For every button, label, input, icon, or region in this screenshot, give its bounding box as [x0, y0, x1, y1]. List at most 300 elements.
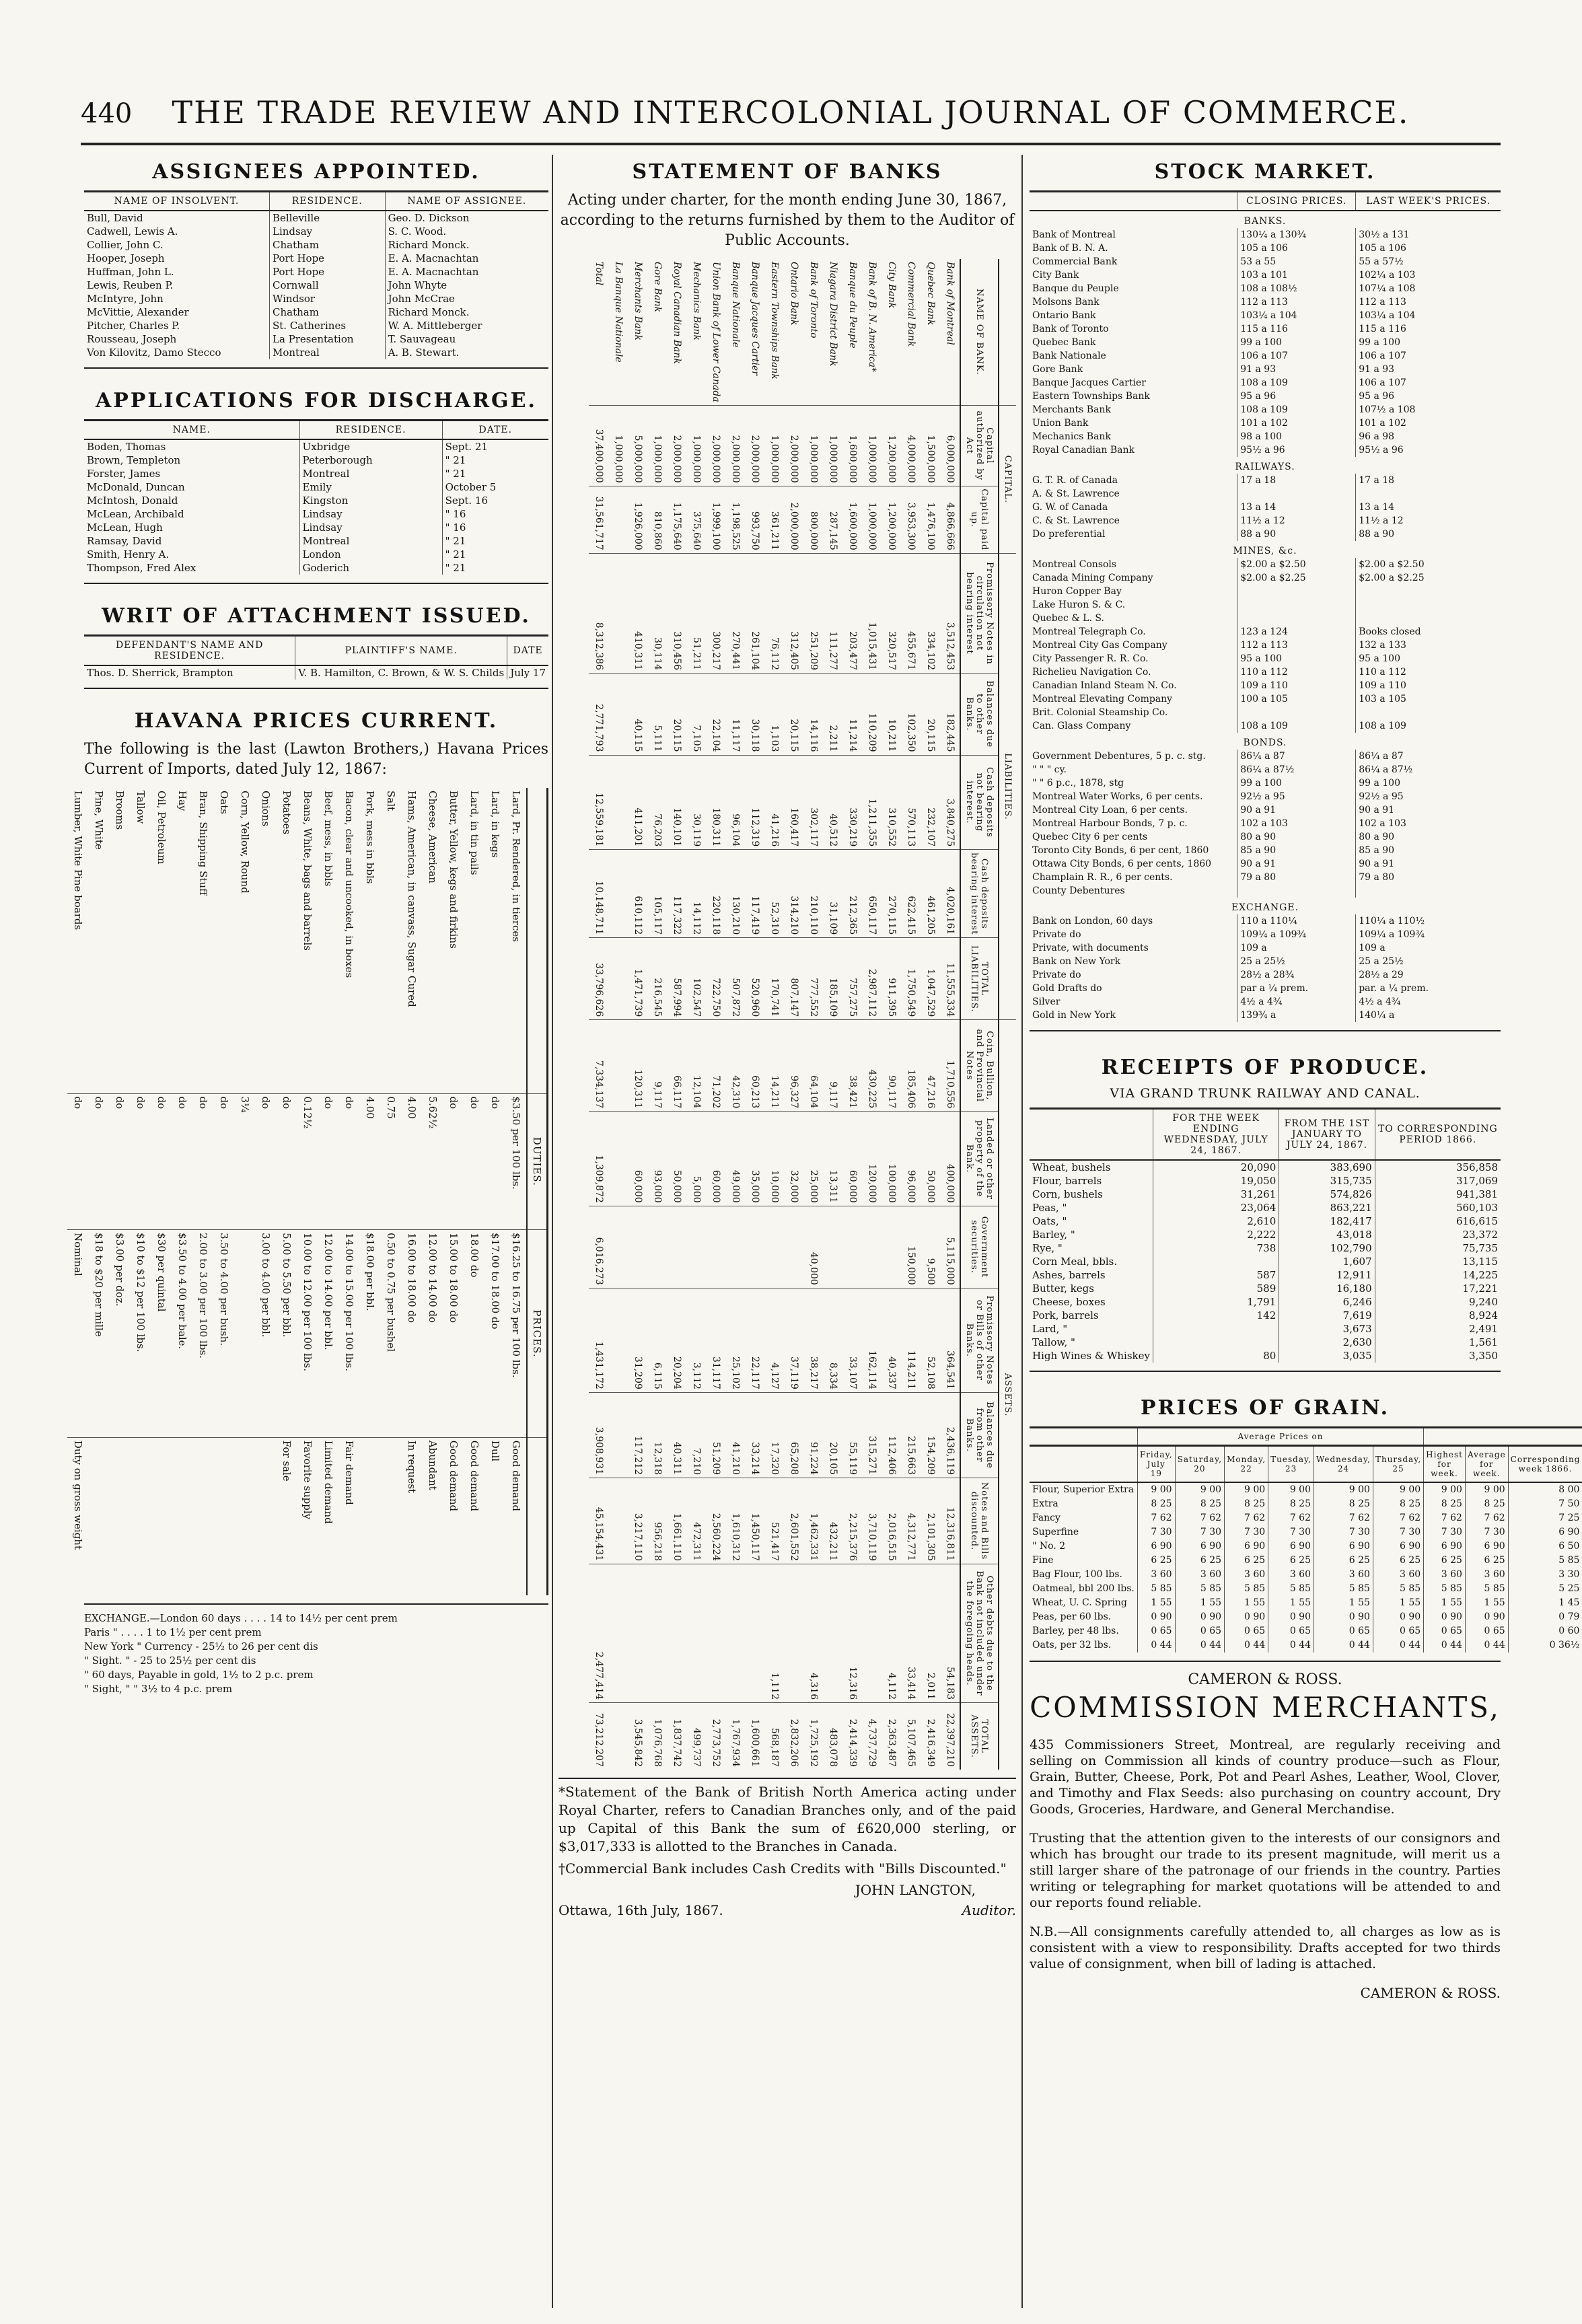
havana-frame	[72, 788, 548, 1595]
ad-firm: CAMERON & ROSS.	[1188, 1671, 1342, 1688]
table-cell: $16.25 to 16.75 per 100 lbs.	[505, 1230, 527, 1438]
table-cell	[725, 1564, 745, 1703]
table-cell: 383,690	[1279, 1160, 1375, 1174]
category-row	[1030, 541, 1501, 558]
table-cell: 33,107	[842, 1288, 862, 1392]
table-cell: 7 62	[1424, 1511, 1466, 1525]
table-cell: 25,000	[803, 1112, 823, 1206]
table-cell: Richard Monck.	[385, 238, 548, 252]
category-row	[1030, 211, 1501, 228]
row-label: Huffman, John L.	[87, 266, 174, 278]
table-cell: 3¼	[234, 1093, 255, 1230]
table-cell: 6 25	[1424, 1554, 1466, 1568]
group-capital: CAPITAL.	[999, 405, 1016, 553]
table-cell: do	[318, 1093, 338, 1230]
table-cell: 51,211	[686, 553, 706, 673]
table-row	[84, 319, 548, 332]
table-cell: 2,016,515	[882, 1478, 901, 1564]
table-cell: 86¼ a 87	[1356, 750, 1501, 763]
table-cell: 2,601,552	[784, 1478, 803, 1564]
table-row	[725, 259, 745, 1770]
divider	[1030, 1371, 1501, 1372]
divider	[84, 367, 548, 369]
table-cell: 574,826	[1279, 1188, 1375, 1201]
table-cell: 1 55	[1373, 1596, 1423, 1610]
table-row	[422, 788, 443, 1595]
auditor-role: Auditor.	[962, 1902, 1016, 1918]
table-cell: 6,115	[647, 1288, 667, 1392]
column-header: Other debts due to the Bank not included under the foregoing heads.	[960, 1564, 999, 1703]
exchange-line: New York " Currency - 25½ to 26 per cent dis	[84, 1640, 318, 1653]
table-cell: 1 55	[1137, 1596, 1175, 1610]
table-cell: 587	[1153, 1268, 1279, 1282]
table-cell: 102 a 103	[1356, 817, 1501, 830]
table-cell	[1356, 612, 1501, 625]
table-cell: 9 00	[1225, 1482, 1268, 1497]
table-cell: 20,204	[667, 1288, 686, 1392]
table-cell: do	[213, 1093, 234, 1230]
table-cell: 37,400,000	[589, 405, 608, 486]
row-label: Banque Jacques Cartier	[750, 262, 760, 375]
table-row	[484, 788, 505, 1595]
row-label: Quebec City 6 per cents	[1032, 832, 1148, 842]
column-header	[1030, 1446, 1137, 1483]
table-cell: 2.00 to 3.00 per 100 lbs.	[192, 1230, 213, 1438]
column-header: TO CORRESPONDING PERIOD 1866.	[1375, 1109, 1501, 1161]
table-row	[1030, 1582, 1582, 1596]
table-cell	[1356, 585, 1501, 598]
table-cell: 17 a 18	[1237, 474, 1356, 487]
table-cell: 17,221	[1375, 1282, 1501, 1295]
table-cell: 13,115	[1375, 1255, 1501, 1268]
table-cell: 9,117	[823, 1020, 842, 1112]
table-cell: 45,154,431	[589, 1478, 608, 1564]
table-row	[1030, 501, 1501, 514]
table-cell: 483,078	[823, 1703, 842, 1770]
table-cell: 6 25	[1225, 1554, 1268, 1568]
table-cell: 315,735	[1279, 1174, 1375, 1188]
table-row	[1030, 1322, 1501, 1336]
table-row	[1030, 363, 1501, 376]
table-cell: 7 30	[1465, 1525, 1508, 1539]
row-label: Flour, Superior Extra	[1032, 1484, 1135, 1495]
table-cell: 112 a 113	[1356, 295, 1501, 309]
column-header: DATE.	[442, 421, 548, 440]
havana-table	[67, 788, 548, 1595]
stock-title: STOCK MARKET.	[1154, 160, 1376, 184]
table-cell: 99 a 100	[1237, 776, 1356, 790]
row-label: Hams, American, in canvass, Sugar Cured	[406, 791, 418, 1007]
row-label: Private do	[1032, 929, 1081, 940]
table-cell: 0 90	[1225, 1610, 1268, 1624]
table-cell: 108 a 109	[1237, 403, 1356, 416]
table-cell: 150,000	[901, 1206, 921, 1288]
row-label: Fancy	[1032, 1513, 1060, 1523]
column-header: NAME OF ASSIGNEE.	[385, 192, 548, 211]
table-cell: 5,111	[647, 674, 667, 755]
table-cell: 810,860	[647, 486, 667, 553]
table-cell: 6,246	[1279, 1295, 1375, 1309]
table-cell: 6 90	[1268, 1539, 1314, 1554]
table-row	[84, 332, 548, 346]
row-label: Mechanics Bank	[691, 262, 702, 340]
table-cell: 0 65	[1268, 1624, 1314, 1638]
table-cell: 10,148,711	[589, 850, 608, 938]
row-label: Cheese, American	[427, 791, 439, 883]
table-cell: 96,327	[784, 1020, 803, 1112]
grain-subheader-row	[1030, 1428, 1582, 1446]
row-label: Bank of Toronto	[1032, 324, 1109, 334]
table-cell: " 21	[442, 453, 548, 467]
table-cell: do	[151, 1093, 172, 1230]
table-cell: 5 85	[1373, 1582, 1423, 1596]
column-header: Average for week.	[1465, 1446, 1508, 1483]
table-cell: 110 a 110¼	[1237, 914, 1356, 928]
table-body	[1030, 211, 1501, 1022]
table-cell: 8,924	[1375, 1309, 1501, 1322]
table-cell: 6 90	[1373, 1539, 1423, 1554]
table-cell: 7 30	[1137, 1525, 1175, 1539]
table-cell: 2,101,305	[921, 1478, 940, 1564]
table-cell: 1,661,110	[667, 1478, 686, 1564]
table-cell: 993,750	[745, 486, 764, 553]
row-label: Corn, Yellow, Round	[239, 791, 251, 894]
table-cell: 455,671	[901, 553, 921, 673]
table-cell: 270,115	[882, 850, 901, 938]
table-cell	[172, 1437, 192, 1595]
table-cell	[1237, 487, 1356, 501]
ad-body: Trusting that the attention given to the interests of our consignors and which has brought our trade to its present magnitude, will merit us a still larger share of the patronage of our friends in the country. Parties writing or telegraphing for market quotations will be attended to and our reports found reliable.	[1030, 1831, 1501, 1910]
banks-frame	[559, 259, 1016, 1770]
table-cell: 9 00	[1465, 1482, 1508, 1497]
column-header	[1030, 1109, 1153, 1161]
writ-table	[84, 634, 548, 680]
table-row	[1030, 871, 1501, 884]
table-row	[589, 259, 608, 1770]
table-cell: 3.50 to 4.00 per bush.	[213, 1230, 234, 1438]
category-row	[1030, 898, 1501, 914]
table-cell: 7,105	[686, 674, 706, 755]
table-cell: 12.00 to 14.00 do	[422, 1230, 443, 1438]
table-cell: 1,015,431	[862, 553, 882, 673]
table-cell	[1237, 585, 1356, 598]
table-cell: 73,212,207	[589, 1703, 608, 1770]
row-label: Bran, Shipping Stuff	[197, 791, 209, 896]
table-cell: 103¼ a 104	[1356, 309, 1501, 322]
table-cell: 3,217,110	[628, 1478, 647, 1564]
table-row	[359, 788, 380, 1595]
column-header: Balances due from other Banks.	[960, 1392, 999, 1478]
table-cell: 112 a 113	[1237, 295, 1356, 309]
table-cell	[706, 1206, 725, 1288]
table-cell: 33,796,626	[589, 938, 608, 1020]
table-cell: 4½ a 4¾	[1237, 995, 1356, 1009]
table-cell	[1237, 884, 1356, 898]
table-cell: 7 62	[1314, 1511, 1373, 1525]
table-cell: 86¼ a 87	[1237, 750, 1356, 763]
table-cell: 112,406	[882, 1392, 901, 1478]
row-label: Salt	[385, 791, 397, 811]
row-label: Merchants Bank	[633, 262, 643, 340]
table-cell: 11,555,334	[940, 938, 960, 1020]
table-cell	[764, 1206, 784, 1288]
table-cell: Belleville	[269, 211, 385, 225]
table-cell	[151, 1437, 172, 1595]
table-row	[1030, 228, 1501, 242]
table-cell: 7 30	[1268, 1525, 1314, 1539]
table-cell: 14,211	[764, 1020, 784, 1112]
table-cell: 300,217	[706, 553, 725, 673]
table-cell: 9,240	[1375, 1295, 1501, 1309]
table-cell: 1,000,000	[647, 405, 667, 486]
column-divider	[1021, 155, 1023, 2308]
table-cell: 0 90	[1268, 1610, 1314, 1624]
table-cell: 170,741	[764, 938, 784, 1020]
table-cell: 0.12½	[297, 1093, 318, 1230]
table-cell	[130, 1437, 151, 1595]
table-cell: 520,960	[745, 938, 764, 1020]
table-cell: Cornwall	[269, 279, 385, 292]
table-cell: 31,261	[1153, 1188, 1279, 1201]
table-row	[1030, 1624, 1582, 1638]
divider	[84, 1603, 548, 1605]
table-cell: 17,320	[764, 1392, 784, 1478]
table-row	[318, 788, 338, 1595]
table-cell: 2,000,000	[745, 405, 764, 486]
table-cell: 3,512,453	[940, 553, 960, 673]
table-cell: 95½ a 96	[1356, 443, 1501, 457]
table-cell: 3,035	[1279, 1349, 1375, 1363]
row-label: Wheat, bushels	[1032, 1161, 1111, 1173]
table-cell: do	[443, 1093, 464, 1230]
table-cell: 215,663	[901, 1392, 921, 1478]
table-cell: 6 25	[1314, 1554, 1373, 1568]
table-cell: 96,000	[901, 1112, 921, 1206]
table-cell: $3.00 per doz.	[109, 1230, 130, 1438]
table-cell: 66,117	[667, 1020, 686, 1112]
table-cell: Kingston	[299, 494, 442, 507]
column-header: Thursday, 25	[1373, 1446, 1423, 1483]
row-label: Corn, bushels	[1032, 1188, 1103, 1200]
table-cell	[608, 553, 628, 673]
table-cell: 80	[1153, 1349, 1279, 1363]
havana-title: HAVANA PRICES CURRENT.	[134, 709, 499, 733]
table-cell: 40,000	[803, 1206, 823, 1288]
row-label: Rye, "	[1032, 1242, 1063, 1254]
table-cell: 220,118	[706, 850, 725, 938]
column-header: DATE	[507, 636, 548, 666]
column-header: Saturday, 20	[1175, 1446, 1225, 1483]
row-label: Canadian Inland Steam N. Co.	[1032, 680, 1177, 691]
banks-note: †Commercial Bank includes Cash Credits with "Bills Discounted."	[559, 1860, 1007, 1877]
table-row	[234, 788, 255, 1595]
table-body	[67, 788, 527, 1595]
table-row	[647, 259, 667, 1770]
table-cell: 0 90	[1465, 1610, 1508, 1624]
table-cell: 2,414,339	[842, 1703, 862, 1770]
table-cell: 0 36½	[1508, 1638, 1582, 1653]
receipts-subtitle: VIA GRAND TRUNK RAILWAY AND CANAL.	[1110, 1086, 1421, 1101]
table-cell: 90 a 91	[1356, 857, 1501, 871]
table-cell: 6,000,000	[940, 405, 960, 486]
table-cell: 0 44	[1465, 1638, 1508, 1653]
table-cell: 60,213	[745, 1020, 764, 1112]
table-row	[1030, 1511, 1582, 1525]
table-cell: 3 60	[1225, 1568, 1268, 1582]
table-row	[1030, 817, 1501, 830]
table-cell: 1,607	[1279, 1255, 1375, 1268]
column-header: Wednesday, 24	[1314, 1446, 1373, 1483]
column-header: Corresponding week 1866.	[1508, 1446, 1582, 1483]
table-cell: 110 a 112	[1237, 665, 1356, 679]
table-cell: 50,000	[921, 1112, 940, 1206]
divider	[84, 583, 548, 584]
table-cell: 102 a 103	[1237, 817, 1356, 830]
row-label: Champlain R. R., 6 per cents.	[1032, 872, 1173, 883]
table-row	[686, 259, 706, 1770]
table-cell: 160,417	[784, 755, 803, 850]
table-cell: 109 a 110	[1356, 679, 1501, 692]
table-cell: 6 25	[1373, 1554, 1423, 1568]
table-cell: 35,000	[745, 1112, 764, 1206]
table-cell: Good demand	[464, 1437, 484, 1595]
table-cell: 20,115	[921, 674, 940, 755]
table-row	[1030, 941, 1501, 955]
table-cell: Lindsay	[299, 521, 442, 534]
table-cell: 4.00	[359, 1093, 380, 1230]
table-row	[1030, 1596, 1582, 1610]
table-cell: $2.00 a $2.50	[1237, 558, 1356, 571]
table-row	[803, 259, 823, 1770]
table-cell: 41,210	[725, 1392, 745, 1478]
table-cell: 1,000,000	[686, 405, 706, 486]
table-header	[84, 636, 548, 666]
table-cell: 1,211,355	[862, 755, 882, 850]
row-label: " No. 2	[1032, 1541, 1066, 1552]
table-cell	[608, 1564, 628, 1703]
table-cell: 1,610,312	[725, 1478, 745, 1564]
table-cell: 30,118	[745, 674, 764, 755]
table-cell: 23,372	[1375, 1228, 1501, 1241]
table-cell	[192, 1437, 213, 1595]
table-body	[84, 211, 548, 359]
table-body	[84, 439, 548, 575]
table-cell: 1,471,739	[628, 938, 647, 1020]
table-cell: 330,219	[842, 755, 862, 850]
table-row	[1030, 1568, 1582, 1582]
column-header: NAME OF INSOLVENT.	[84, 192, 269, 211]
table-cell: 60,000	[842, 1112, 862, 1206]
table-cell: 432,211	[823, 1478, 842, 1564]
table-cell: 55 a 57½	[1356, 255, 1501, 268]
group-header	[999, 259, 1016, 1770]
table-cell: $3.50 per 100 lbs.	[505, 1093, 527, 1230]
table-cell: A. B. Stewart.	[385, 346, 548, 359]
table-cell: 14,116	[803, 674, 823, 755]
table-cell	[608, 1703, 628, 1770]
table-cell: Lindsay	[269, 225, 385, 238]
table-cell: 93,000	[647, 1112, 667, 1206]
row-label: Royal Canadian Bank	[672, 262, 682, 364]
table-cell: 100 a 105	[1237, 692, 1356, 706]
table-row	[940, 259, 960, 1770]
row-label: McIntyre, John	[87, 293, 164, 305]
row-label: Tallow, "	[1032, 1336, 1075, 1348]
table-cell: 1,000,000	[764, 405, 784, 486]
table-row	[1030, 914, 1501, 928]
exchange-line: " 60 days, Payable in gold, 1½ to 2 p.c. prem	[84, 1669, 314, 1681]
table-cell: 90 a 91	[1356, 803, 1501, 817]
table-cell: 3 60	[1175, 1568, 1225, 1582]
row-label: Thos. D. Sherrick, Brampton	[87, 667, 233, 679]
table-cell: 1,725,192	[803, 1703, 823, 1770]
table-cell: 1 55	[1225, 1596, 1268, 1610]
column-header: FROM THE 1ST JANUARY TO JULY 24, 1867.	[1279, 1109, 1375, 1161]
table-cell: 8 25	[1268, 1497, 1314, 1511]
table-row	[84, 561, 548, 575]
table-cell: 103 a 105	[1356, 692, 1501, 706]
table-cell: T. Sauvageau	[385, 332, 548, 346]
table-row	[628, 259, 647, 1770]
table-cell: 1,103	[764, 674, 784, 755]
category-label: MINES, &c.	[1233, 546, 1297, 556]
table-cell: 6 25	[1175, 1554, 1225, 1568]
table-cell: 140¼ a	[1356, 1009, 1501, 1022]
table-cell: 0 44	[1373, 1638, 1423, 1653]
table-cell: 4,737,729	[862, 1703, 882, 1770]
table-cell: 14,112	[686, 850, 706, 938]
table-cell: 807,147	[784, 938, 803, 1020]
table-cell	[647, 1206, 667, 1288]
row-label: Oats, per 32 lbs.	[1032, 1640, 1112, 1650]
table-cell: 1,076,768	[647, 1703, 667, 1770]
table-cell: 33,214	[745, 1392, 764, 1478]
table-cell: 52,108	[921, 1288, 940, 1392]
row-label: Do preferential	[1032, 529, 1106, 540]
table-cell: 11,214	[842, 674, 862, 755]
row-label: Molsons Bank	[1032, 297, 1100, 307]
column-header: Promissory Notes or Bills of other Banks.	[960, 1288, 999, 1392]
table-cell: 4,312,771	[901, 1478, 921, 1564]
table-row	[84, 346, 548, 359]
table-cell: 5 85	[1424, 1582, 1466, 1596]
column-divider	[552, 155, 553, 2308]
divider	[559, 1778, 1016, 1779]
row-label: Butter, kegs	[1032, 1282, 1094, 1295]
row-label: Bank of Montreal	[1032, 229, 1116, 240]
table-cell: 185,109	[823, 938, 842, 1020]
category-row	[1030, 457, 1501, 474]
table-cell: 109¼ a 109¾	[1237, 928, 1356, 941]
table-cell: John Whyte	[385, 279, 548, 292]
table-cell: 2,416,349	[921, 1703, 940, 1770]
row-label: Brit. Colonial Steamship Co.	[1032, 707, 1168, 718]
row-label: Merchants Bank	[1032, 404, 1111, 415]
table-row	[1030, 968, 1501, 982]
table-cell: 12.00 to 14.00 per bbl.	[318, 1230, 338, 1438]
table-cell	[1356, 487, 1501, 501]
table-cell: 2,222	[1153, 1228, 1279, 1241]
row-label: Canada Mining Company	[1032, 573, 1153, 583]
table-cell: 25,102	[725, 1288, 745, 1392]
table-row	[784, 259, 803, 1770]
table-cell: 95½ a 96	[1237, 443, 1356, 457]
row-label: Lard, "	[1032, 1323, 1068, 1335]
table-cell: 356,858	[1375, 1160, 1501, 1174]
table-cell: 0 44	[1314, 1638, 1373, 1653]
row-label: Quebec Bank	[925, 262, 936, 326]
table-cell	[823, 1564, 842, 1703]
